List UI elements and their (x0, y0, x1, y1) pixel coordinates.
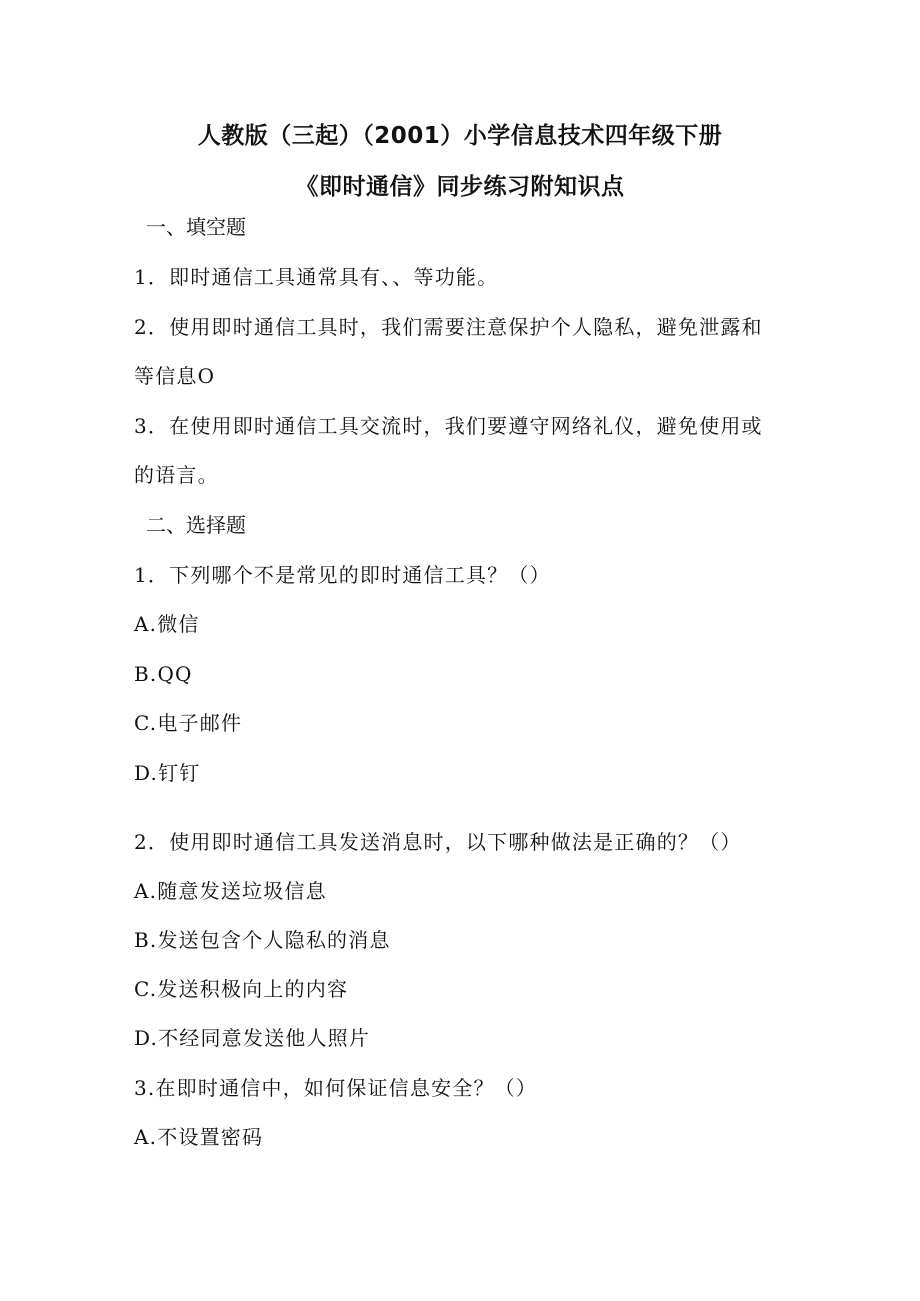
choice-question-2-option-c: C.发送积极向上的内容 (134, 977, 349, 1001)
section-heading-fill-blank: 一、填空题 (146, 215, 246, 239)
fill-blank-question-3-line-2: 的语言。 (134, 463, 219, 487)
choice-question-3-stem: 3.在即时通信中，如何保证信息安全？（） (134, 1076, 538, 1100)
choice-question-2-option-d: D.不经同意发送他人照片 (134, 1026, 371, 1050)
document-subtitle: 《即时通信》同步练习附知识点 (295, 174, 625, 200)
choice-question-1-option-a: A.微信 (134, 612, 200, 636)
choice-question-1-option-c: C.电子邮件 (134, 711, 243, 735)
choice-question-1-option-d: D.钉钉 (134, 761, 201, 785)
choice-question-1-option-b: B.QQ (134, 662, 193, 686)
fill-blank-question-2-line-2: 等信息O (134, 364, 216, 388)
choice-question-2-stem: 2．使用即时通信工具发送消息时，以下哪种做法是正确的？（） (134, 830, 742, 854)
fill-blank-question-1: 1．即时通信工具通常具有、、等功能。 (134, 265, 499, 289)
choice-question-2-option-b: B.发送包含个人隐私的消息 (134, 928, 391, 952)
choice-question-3-option-a: A.不设置密码 (134, 1125, 264, 1149)
fill-blank-question-3-line-1: 3．在使用即时通信工具交流时，我们要遵守网络礼仪，避免使用或 (134, 414, 763, 438)
document-title: 人教版（三起）（2001）小学信息技术四年级下册 (197, 123, 723, 149)
choice-question-2-option-a: A.随意发送垃圾信息 (134, 879, 327, 903)
choice-question-1-stem: 1．下列哪个不是常见的即时通信工具？（） (134, 563, 551, 587)
section-heading-multiple-choice: 二、选择题 (146, 513, 246, 537)
fill-blank-question-2-line-1: 2．使用即时通信工具时，我们需要注意保护个人隐私，避免泄露和 (134, 315, 763, 339)
